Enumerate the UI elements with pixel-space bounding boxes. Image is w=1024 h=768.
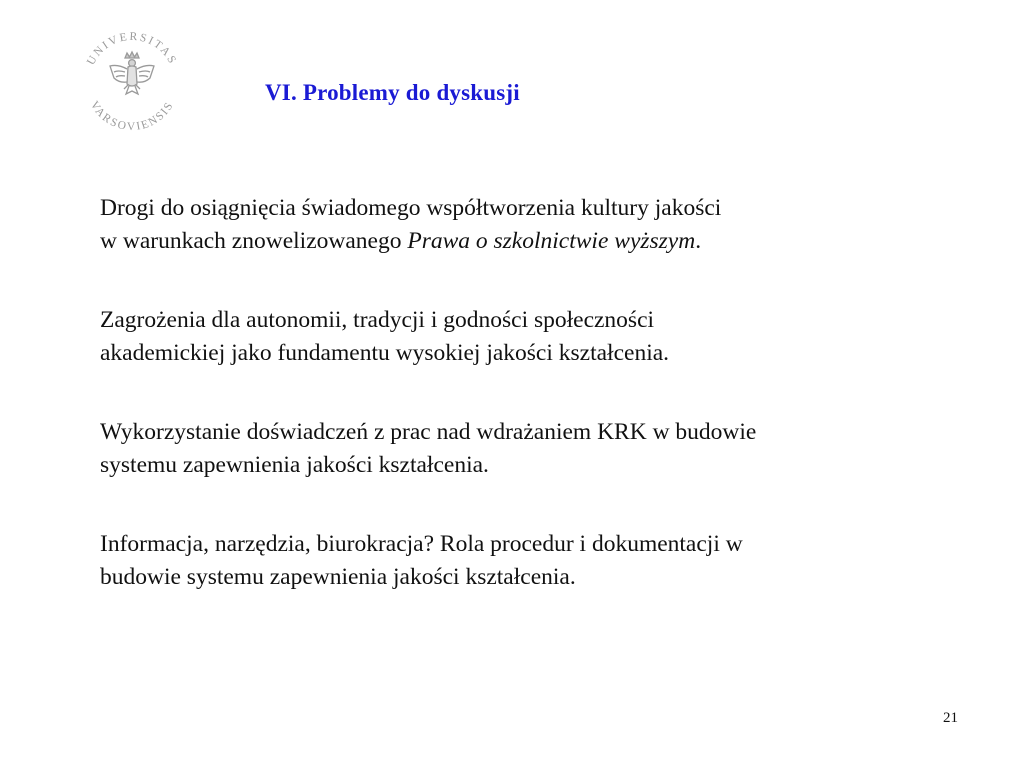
paragraph-1 — [100, 192, 980, 258]
university-seal-logo — [76, 22, 188, 134]
paragraph-3-line-2: systemu zapewnienia jakości kształcenia. — [100, 452, 489, 478]
law-title-italic: Prawa o szkolnictwie wyższym — [407, 228, 696, 254]
paragraph-1-line-2-suffix: . — [695, 228, 702, 254]
paragraph-4-line-1: Informacja, narzędzia, biurokracja? Rola procedur i dokumentacji w — [100, 531, 743, 557]
slide-title: VI. Problemy do dyskusji — [265, 80, 520, 105]
paragraph-2-line-2: akademickiej jako fundamentu wysokiej jakości kształcenia. — [100, 340, 670, 366]
seal-text-top: UNIVERSITAS — [85, 30, 179, 68]
paragraph-3 — [100, 416, 980, 482]
paragraph-4 — [100, 528, 980, 594]
seal-text-bottom: VARSOVIENSIS — [87, 99, 177, 134]
paragraph-1-line-1: Drogi do osiągnięcia świadomego współtworzenia kultury jakości — [100, 195, 722, 221]
eagle-icon — [110, 52, 154, 94]
paragraph-1-line-2 — [100, 225, 980, 258]
paragraph-4-line-2: budowie systemu zapewnienia jakości kształcenia. — [100, 564, 576, 590]
paragraph-2 — [100, 304, 980, 370]
page-number: 21 — [943, 710, 958, 726]
paragraph-2-line-1: Zagrożenia dla autonomii, tradycji i godności społeczności — [100, 307, 655, 333]
paragraph-3-line-1: Wykorzystanie doświadczeń z prac nad wdrażaniem KRK w budowie — [100, 419, 757, 445]
discussion-list — [100, 192, 980, 640]
paragraph-1-line-2-prefix: w warunkach znowelizowanego — [100, 228, 408, 254]
